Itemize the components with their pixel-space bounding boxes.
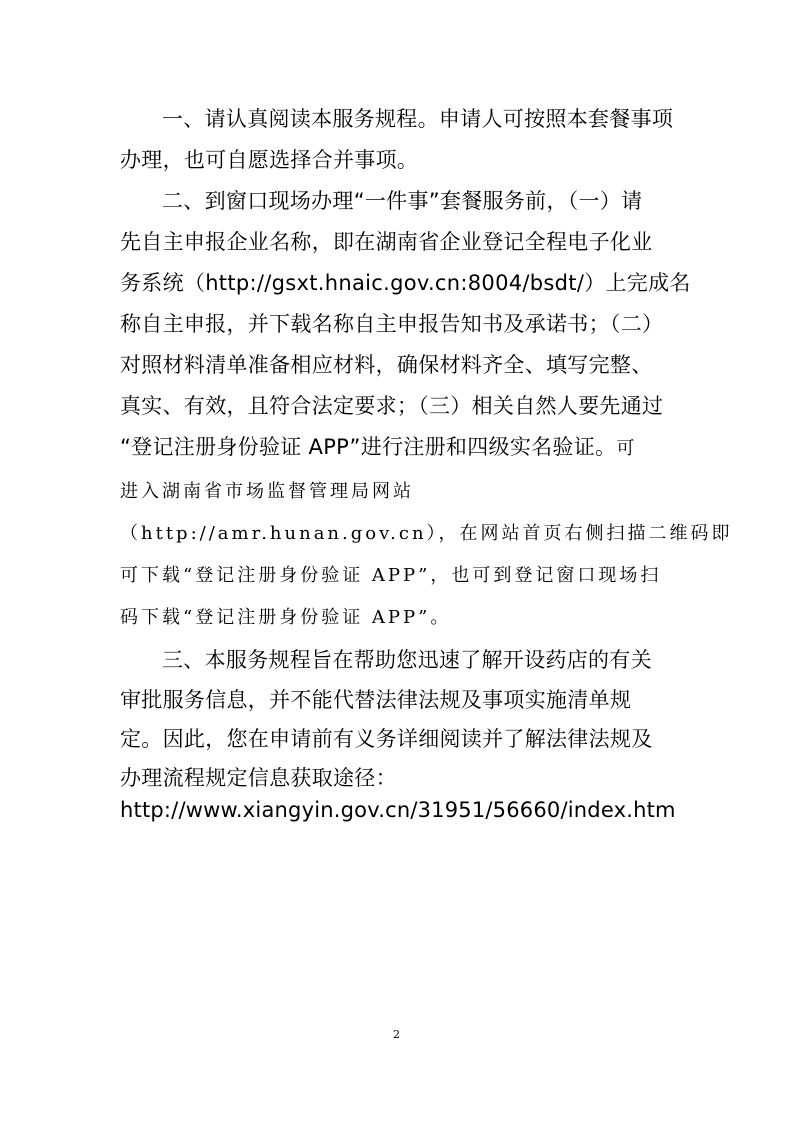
- paragraph-2-serif-line-1: 进入湖南省市场监督管理局网站: [120, 481, 414, 502]
- paragraph-1-line-2: 办理，也可自愿选择合并事项。: [120, 148, 419, 172]
- paragraph-2-serif-line-3: 可下载“登记注册身份验证 APP”，也可到登记窗口现场扫: [120, 565, 662, 586]
- paragraph-2-line-5: 对照材料清单准备相应材料，确保材料齐全、填写完整、: [120, 353, 653, 377]
- paragraph-3-line-3: 定。因此，您在申请前有义务详细阅读并了解法律法规及: [120, 727, 653, 751]
- paragraph-2-line-3: 务系统（http://gsxt.hnaic.gov.cn:8004/bsdt/）上完成名: [120, 271, 691, 295]
- paragraph-2-line-6: 真实、有效，且符合法定要求；（三）相关自然人要先通过: [120, 394, 664, 418]
- paragraph-2-serif-line-4: 码下载“登记注册身份验证 APP”。: [120, 607, 452, 628]
- paragraph-2-line-2: 先自主申报企业名称，即在湖南省企业登记全程电子化业: [120, 230, 653, 254]
- page-number: 2: [393, 1028, 400, 1041]
- paragraph-2-serif-line-2: （http://amr.hunan.gov.cn），在网站首页右侧扫描二维码即: [120, 523, 733, 544]
- paragraph-2-line-7: [120, 432, 637, 463]
- paragraph-2-line-1: 二、到窗口现场办理“一件事”套餐服务前，（一）请: [162, 189, 643, 213]
- paragraph-3-line-2: 审批服务信息，并不能代替法律法规及事项实施清单规: [120, 688, 632, 712]
- paragraph-1-line-1: 一、请认真阅读本服务规程。申请人可按照本套餐事项: [162, 107, 674, 131]
- paragraph-2-line-7-main: “登记注册身份验证 APP”进行注册和四级实名验证。: [120, 435, 617, 459]
- paragraph-2-line-4: 称自主申报，并下载名称自主申报告知书及承诺书；（二）: [120, 312, 664, 336]
- paragraph-2-line-7-tail: 可: [616, 438, 638, 459]
- paragraph-3-line-1: 三、本服务规程旨在帮助您迅速了解开设药店的有关: [162, 648, 652, 672]
- paragraph-3-line-4: 办理流程规定信息获取途径：: [120, 766, 397, 790]
- paragraph-3-url-line: http://www.xiangyin.gov.cn/31951/56660/index.htm: [120, 798, 676, 822]
